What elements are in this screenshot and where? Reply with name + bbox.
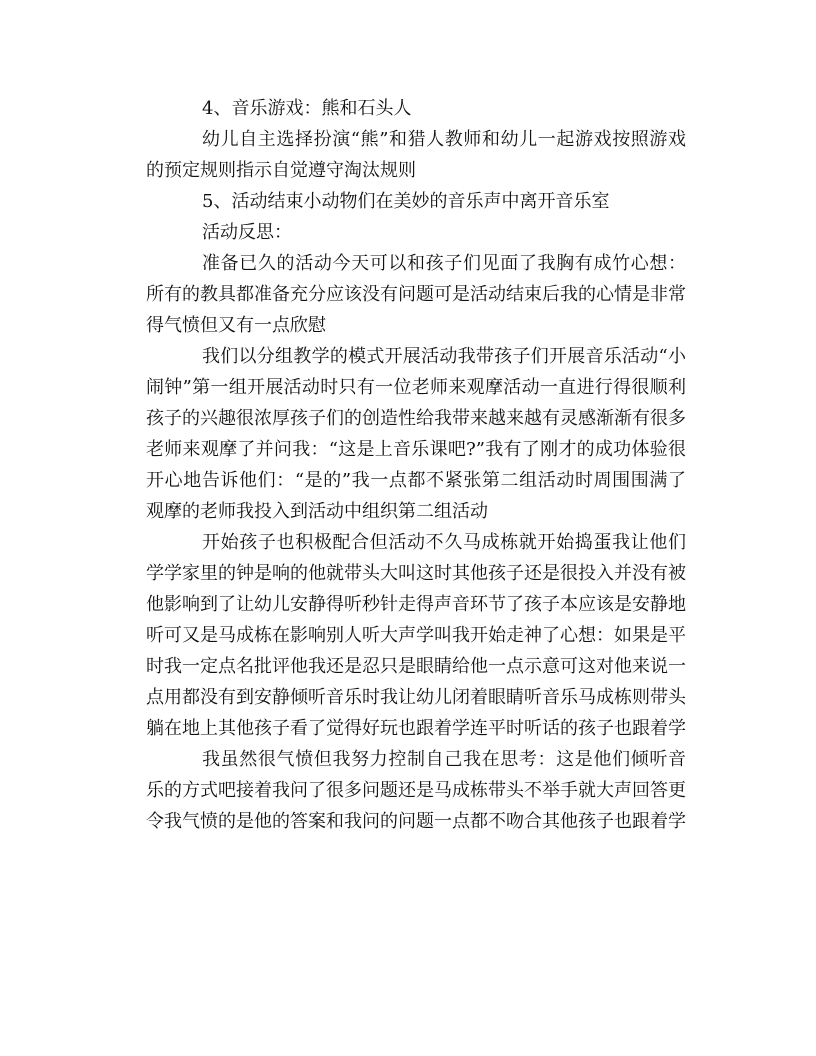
paragraph-reflection-1: 准备已久的活动今天可以和孩子们见面了我胸有成竹心想：所有的教具都准备充分应该没有问题可是活动结束后我的心情是非常得气愤但又有一点欣慰 [146, 253, 686, 336]
paragraph-music-game-heading: 4、音乐游戏：熊和石头人 [202, 98, 412, 119]
paragraph-reflection-3: 开始孩子也积极配合但活动不久马成栋就开始捣蛋我让他们学学家里的钟是响的他就带头大叫这时其他孩子还是很投入并没有被他影响到了让幼儿安静得听秒针走得声音环节了孩子本应该是安静地听可又是马成栋在影响别人听大声学叫我开始走神了心想：如果是平时我一定点名批评他我还是忍只是眼睛给他一点示意可这对他来说一点用都没有到安静倾听音乐时我让幼儿闭着眼睛听音乐马成栋则带头躺在地上其他孩子看了觉得好玩也跟着学连平时听话的孩子也跟着学 [146, 532, 686, 739]
document-body [146, 93, 686, 837]
paragraph-game-description: 幼儿自主选择扮演“熊”和猎人教师和幼儿一起游戏按照游戏的预定规则指示自觉遵守淘汰规则 [146, 129, 686, 181]
paragraph-reflection-heading: 活动反思： [202, 222, 292, 243]
paragraph-activity-end: 5、活动结束小动物们在美妙的音乐声中离开音乐室 [202, 191, 610, 212]
paragraph-reflection-4: 我虽然很气愤但我努力控制自己我在思考：这是他们倾听音乐的方式吧接着我问了很多问题还是马成栋带头不举手就大声回答更令我气愤的是他的答案和我问的问题一点都不吻合其他孩子也跟着学 [146, 749, 686, 832]
paragraph-reflection-2: 我们以分组教学的模式开展活动我带孩子们开展音乐活动“小闹钟”第一组开展活动时只有一位老师来观摩活动一直进行得很顺利孩子的兴趣很浓厚孩子们的创造性给我带来越来越有灵感渐渐有很多老师来观摩了并问我：“这是上音乐课吧?”我有了刚才的成功体验很开心地告诉他们：“是的”我一点都不紧张第二组活动时周围围满了观摩的老师我投入到活动中组织第二组活动 [146, 346, 686, 522]
